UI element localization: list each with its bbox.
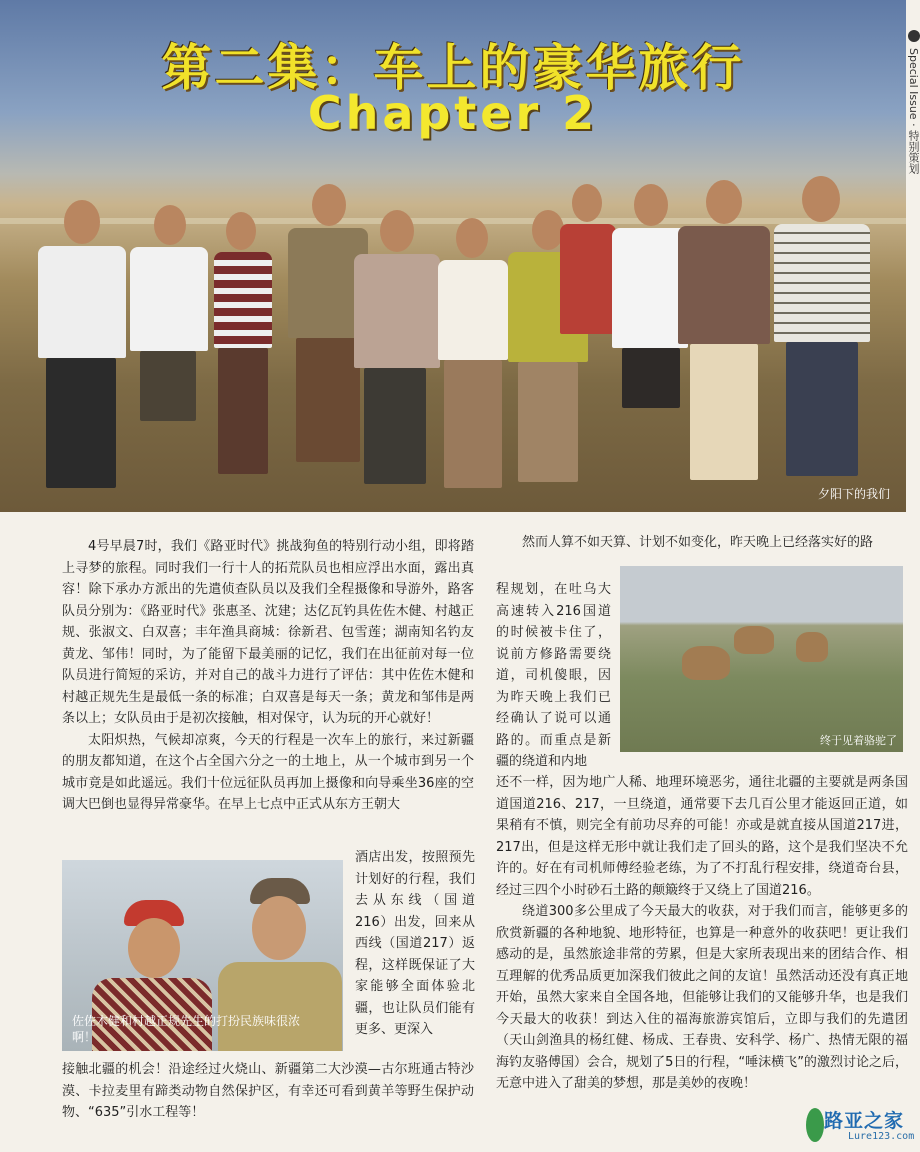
photo-caption: 佐佐木健和村越正规先生的打扮民族味很浓啊！ [72,1014,301,1044]
left-column [62,536,474,816]
camel-figure [796,632,828,662]
person-figure [212,212,274,482]
logo-brand: 路亚之家 [824,1110,905,1132]
person-figure [126,205,212,495]
section-tag: Special Issue · 特别策划 [907,48,920,175]
paragraph: 还不一样，因为地广人稀、地理环境恶劣，通往北疆的主要就是两条国道国道216、217，一旦绕道，通常要下去几百公里才能返回正道，如果稍有不慎，则完全有前功尽弃的可能！亦或是就直接从国道217进，217出，但是这样无形中就让我们走了回头的路，这个是我们坚决不允许的。好在有司机师傅经验老练，为了不打乱行程安排，绕道奇台县，经过三四个小时砂石土路的颠簸终于又绕上了国道216。 [496,775,908,898]
paragraph: 4号早晨7时，我们《路亚时代》挑战狗鱼的特别行动小组，即将踏上寻梦的旅程。同时我们一行十人的拓荒队员也相应浮出水面，露出真容！除下承办方派出的先遣侦查队员以及我们全程摄像和导游外，路客队员分别为：《路亚时代》张惠圣、沈建；达亿瓦钓具佐佐木健、村越正规、张淑文、白双喜；丰年渔具商城：徐新君、包雪莲；湖南知名钓友黄龙、邹伟！同时，为了能留下最美丽的记忆，我们在出征前对每一位队员进行简短的采访，并对自己的战斗力进行了评估：其中佐佐木健和村越正规先生是最低一条的标准；白双喜是每天一条；黄龙和邹伟是两条以上；女队员由于是初次接触，相对保守，认为玩的开心就好！ [62,539,474,726]
section-bullet-icon [908,30,920,42]
paragraph: 太阳炽热，气候却凉爽，今天的行程是一次车上的旅行，来过新疆的朋友都知道，在这个占全国六分之一的土地上，从一个城市到另一个城市竟是如此遥远。我们十位远征队员再加上摄像和向导乘坐36座的空调大巴倒也显得异常豪华。在早上七点中正式从东方王朝大 [62,732,474,812]
chapter-subtitle: Chapter 2 [307,86,599,140]
site-logo [806,1104,914,1148]
photo-two-men [62,860,343,1051]
photo-camels [620,566,903,752]
paragraph: 绕道300多公里成了今天最大的收获，对于我们而言，能够更多的欣赏新疆的各种地貌、地形特征，也算是一种意外的收获吧！更让我们感动的是，虽然旅途非常的劳累，但是大家所表现出来的团结合作、相互理解的优秀品质更加深我们彼此之间的友谊！虽然活动还没有真正地开始，虽然大家来自全国各地，但能够让我们的又能够升华，也是我们今天最大的收获！到达入住的福海旅游宾馆后，立即与我们的先遣团（天山剑渔具的杨红健、杨成、王春贵、安科学、杨广、热情无限的福海钓友骆傅国）会合，规划了5日的行程，“唾沫横飞”的激烈讨论之后，无意中进入了甜美的梦想，那是美妙的夜晚！ [496,904,908,1091]
page-title: 第二集：车上的豪华旅行 [161,38,745,97]
person-figure [674,180,774,490]
right-column-bottom [496,772,908,1095]
camel-figure [734,626,774,654]
left-column-bottom-text: 接触北疆的机会！沿途经过火烧山、新疆第二大沙漠—古尔班通古特沙漠、卡拉麦里有蹄类动物自然保护区，有幸还可看到黄羊等野生保护动物、“635”引水工程等！ [62,1062,474,1120]
person-figure [34,200,130,500]
left-column-wrapped-text: 酒店出发，按照预先计划好的行程，我们去从东线（国道216）出发，回来从西线（国道217）返程，这样既保证了大家能够全面体验北疆，也让队员们能有更多、更深入 [355,850,475,1037]
photo-caption: 终于见着骆驼了 [820,734,897,747]
right-column-wrapped-text: 程规划，在吐乌大高速转入216国道的时候被卡住了，说前方修路需要绕道，司机傻眼，因为昨天晚上我们已经确认了说可以通路的。而重点是新疆的绕道和内地 [496,582,611,769]
person-figure [770,176,874,486]
person-figure [350,210,442,490]
hero-caption: 夕阳下的我们 [817,487,890,501]
camel-figure [682,646,730,680]
person-figure [436,218,510,494]
hero-photo [0,0,906,512]
logo-url: Lure123.com [848,1131,915,1142]
right-column [496,532,908,554]
paragraph-start: 然而人算不如天算、计划不如变化，昨天晚上已经落实好的路 [522,535,874,550]
logo-icon [806,1108,824,1142]
